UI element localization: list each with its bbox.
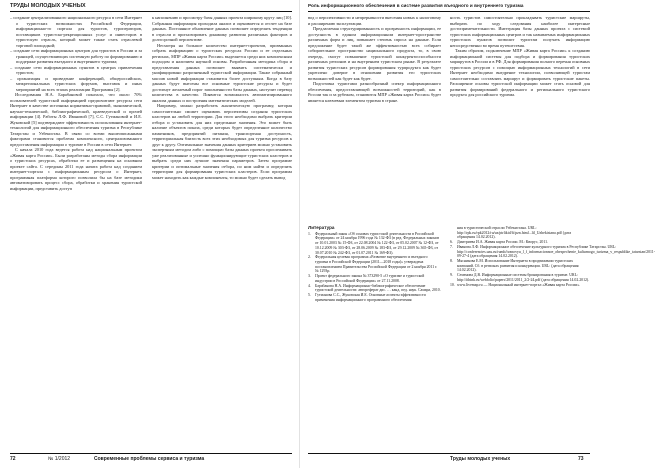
left-column-1 [10,15,142,451]
reference-number: 6. [450,240,453,245]
reference-number: 2. [308,255,311,260]
paragraph: – создание централизованного национального ресурса в сети Интернет о туристских возможностях Российской Федерации, информационно-го портала для туристов, туроператоров, поставщиков туристско-рекреационных услуг и инвесторов в туристскую отрасль, который может также стать отраслевой торговой площадкой; [10,15,142,48]
running-header-left: ТРУДЫ МОЛОДЫХ УЧЕНЫХ [10,3,86,9]
reference-text: Семенова Д.В. Информационные системы бронирования в туризме. URL: http://ithink.ru/webfolio/papers/2011/2011_2/2-24.pdf (дата обращения 14.02.2012). [457,273,590,282]
paragraph: ность туристов самостоятельно прокладывать туристские маршруты, выбирать по ходу следования наиболее интересные достопримечательности. Интеграция базы данных проекта с системой туристских информационных центров и так называемых информационных туристских пунктов позволит туристам получать информацию непосредственно во время путешествия. [450,15,590,48]
reference-number: 10. [450,282,455,287]
issue-number: № 1/2012 [48,456,71,462]
reference-number: 5. [308,293,311,298]
paragraph: Несмотря на большое количество интернет-проектов, призванных собрать информацию о туристских ресурсах России и ее отдельных регионах, МПР «Живая карта России» выделяется среди них комплексным подходом и наличием научной основы. Разработанная методика сбора и представления данных позволяет выявить систематически и унифицировано разрозненный туристской информации. Также собранный массив новой информации становится более доступным. Когда в базу данных будут внесены все основные туристские ресурсы и будет достигнут желаемый порог заполненности базы данных, наступит перевод количества в качество. Появится возможность автоматизированного анализа данных и построения математических моделей. [152,42,292,103]
reference-text: Федеральный закон «Об основах туристской деятельности в Российской Федерации» от 24 ноября 1996 года № 132-ФЗ (в ред. Федеральных законов от 10.01.2003 № 15-ФЗ, от 22.08.2004 № 122-ФЗ, от 05.02.2007 № 12-ФЗ, от 10.12.2009 № 303-ФЗ, от 28.06.2009 № 183-ФЗ, от 29.12.2009 № 365-ФЗ, от 30.07.2010 № 242-ФЗ, от 01.07.2011 № 169-ФЗ). [315,231,440,255]
running-header-right: Роль информационного обеспечения в системе развития въездного и внутреннего туризма [308,3,524,8]
paragraph: Подготовка туристами разнообразный спектр информационного обеспечения, предоставляющей возможностей территорий, как в России так и за рубежом, становится МПР «Живая карта России» будет является ключевым элементом туризма в стране. [308,81,441,103]
reference-item [450,283,590,288]
left-column-2 [152,15,292,451]
left-page [0,0,300,468]
reference-text: www.livemap.ru — Национальный интернет-портал «Живая карта России». [457,282,581,287]
reference-text: Барабанова Н.А. Информационно-библиографическое обеспечение туристской деятельности: автореферат дис. … канд. пед. наук. Самара, 2010. [315,283,441,293]
reference-text: Федеральная целевая программа «Развитие внутреннего и въездного туризма в Российской Федерации (2011—2018 годы)» утверждена постановлением Правительства Российской Федерации от 2 ноября 2011 г. № 1293р. [315,255,438,274]
reference-number: 3. [308,274,311,279]
footer-rule-left [10,453,292,454]
paragraph: – создание сети информационных центров для туристов в России и за границей, осуществляющих системную работу по формированию и поддержке развития въездного и внутреннего туризма; [10,48,142,65]
paragraph: Предлагаемая структурированность и прозрачность информации, ее доступность в едином информационном интернет-пространстве различных форм и лиц, повышает степень спроса на данные. Если предложение будет такой же эффективностью всех собирает собирательное пространство национального продукта, то, в свою очередь, смогут повышение туристской конкурентоспособности различных регионов и на внутреннем туристском рынке. В результате развития туристских ресурсов формирования турпродукта как будет укреплено доверие в отношении развития его туристских возможностей как будет как будет. [308,26,441,81]
footer-rule-right [308,453,590,454]
right-column-2 [450,15,590,225]
reference-text: Гутманова С.С., Жуковская И.Е. Основные аспекты эффективности применения информационного программного обеспечения [315,293,426,302]
paragraph: Например, можно разработать аналитическую программу, которая самостоятельно сможет оценивать перспективы создания туристских кластеров на любой территории. Для этого необходимо выбрать критерии отбора и установить для них предельные значения. Это может быть наличие объектов показа, среди которых будет определенное количество памятников, предприятий питания, транспортная доступность, территориальная близость всех этих необходимых для туризма ресурсов к друг к другу. Оптимальные значения данных критериев можно установить экспертным методом либо с помощью базы данных проекта прослеживать уже реализованные и успешно функционирующие туристских кластеров и выбрать среди них лучшие значения параметров. Затем программе критерии и оптимальные значения отбора, по ним найти и определить территории для формирования туристских кластеров. Если программа может находить как каждые компоненты, то можно будет сделать вывод [152,103,292,180]
reference-item [450,273,590,282]
reference-item [450,244,655,259]
reference-text: Дмитриева И.А. Живая карта России. М.: Кворус, 2011. [457,240,548,245]
paragraph: Таким образом, подключение МПР «Живая карта России» к созданию информационной системы для подбора и формирования туристских маршрутов в России и в РФ. Для формирования полного перечня основных туристских ресурсов с помощью информационных технологий в сети Интернет необходимо внедрение технологии, позволяющей туристам самостоятельно составлять маршрут и формировать туристские пакеты. Расширение основы туристской информации может стать основой для развития формирований федерального и регионального туристского продукта для российского туризма. [450,48,590,98]
reference-number: 7. [450,244,453,249]
references-right [450,226,655,450]
references-title: Литература [308,225,335,230]
paragraph: – создание сети информационных пунктов в центрах привлечения туристов; [10,64,142,76]
reference-number: 4. [308,283,311,288]
header-rule-right [308,11,590,12]
reference-item [450,226,590,240]
reference-item [308,232,441,256]
paragraph: к наполнению и просмотру базы данных проекта широкому кругу лиц [10]. Собранная информация проходила анализ и оценивается и отсчет на базе данных. Постоянное обновление данных позволяет определять тенденции в отрасли и прогнозировать динамику развития различных факторов и долгосрочной перспективе. [152,15,292,43]
reference-item [450,259,590,273]
reference-number [450,226,457,240]
paragraph: С начала 2010 года ведется работа над национальным проектом «Живая карта России». Были разработаны методы сбора информации о туристских ресурсах, обработки ее и размещения на основном проекте сайта. С середины 2011 года начата работа над созданием интернет-портала с информационным ресурсом о Интернет, программная платформа которого позволила бы на базе методики автоматизировать процесс сбора, обработки и хранения туристской информации, представить доступ [10,147,142,191]
paragraph: Исследования Н.А. Барабановой показало, что около 70% пользователей туристской информацией предпочитают ресурсы сети Интернет в качестве источника нормативно-правовой, экономической, научно-технической, библиографической, краеведческой и прочей информации [4]. Работы Л.Ф. Ивановой [7], С.С. Гутмановой и И.Е. Жуковской [5] подтверждают эффективность использования интернет-технологий для информационного обеспечения туризма в Республике Татарстан и Узбекистан. В связи со всеми вышеописанными факторами становится проблема комплексного, централизованного предоставления информации о туризме в России в сети Интернет. [10,92,142,147]
reference-item [308,293,441,302]
references-left [308,226,441,450]
paragraph: вод о перспективности и непрерывности внесения новых к налоговому и расширению эксплуатации. [308,15,441,26]
reference-item [308,255,441,274]
reference-number: 8. [450,259,453,264]
section-title-footer: Труды молодых ученых [450,456,511,462]
reference-item [308,284,441,293]
page-number-right: 73 [578,456,584,462]
paragraph: – организация и проведение конференций, общероссийских, межрегиональных туристских форумов, выставок и иных мероприятий на всех этапах реализации Программы [2]. [10,75,142,92]
reference-number: 9. [450,273,453,278]
reference-item [308,274,441,283]
right-column-1 [308,15,441,225]
page-number-left: 72 [10,456,16,462]
reference-text: Проект федерального закона № 373290-5 «О туризме и туристской индустрии в Российской Федерации» от 27.11.2008. [315,274,425,283]
journal-title: Современные проблемы сервиса и туризма [94,456,205,462]
reference-text: ния в туристической отрасли Узбекистана. URL: http://rpk.ru/rpk2012/ru/uz/ptrlikid/fi/pzn.html...lil_Uzbekistana.pdf (дата обращения 14.02.2012). [457,226,572,240]
reference-text: Мясникова Е.М. Использование Интернета в продвижении туристских компаний. Сб. в регионах развития и конкуренции. URL: (дата обращения 14.02.2012). [457,259,579,273]
right-page [300,0,655,468]
reference-number: 1. [308,231,311,236]
reference-text: Иванова Л.Ф. Информационное обеспечение культурного туризма в Республике Татарстан. URL: http://conferencies.uzu.ru/rumb/ivanovyu_l_f_informacionnoe_obespechenie_kulturnogo_turizma_v_respublike_tatarstan/2011-09-27-4 (дата обращения 14.02.2012). [457,244,655,259]
header-rule-left [10,11,292,12]
